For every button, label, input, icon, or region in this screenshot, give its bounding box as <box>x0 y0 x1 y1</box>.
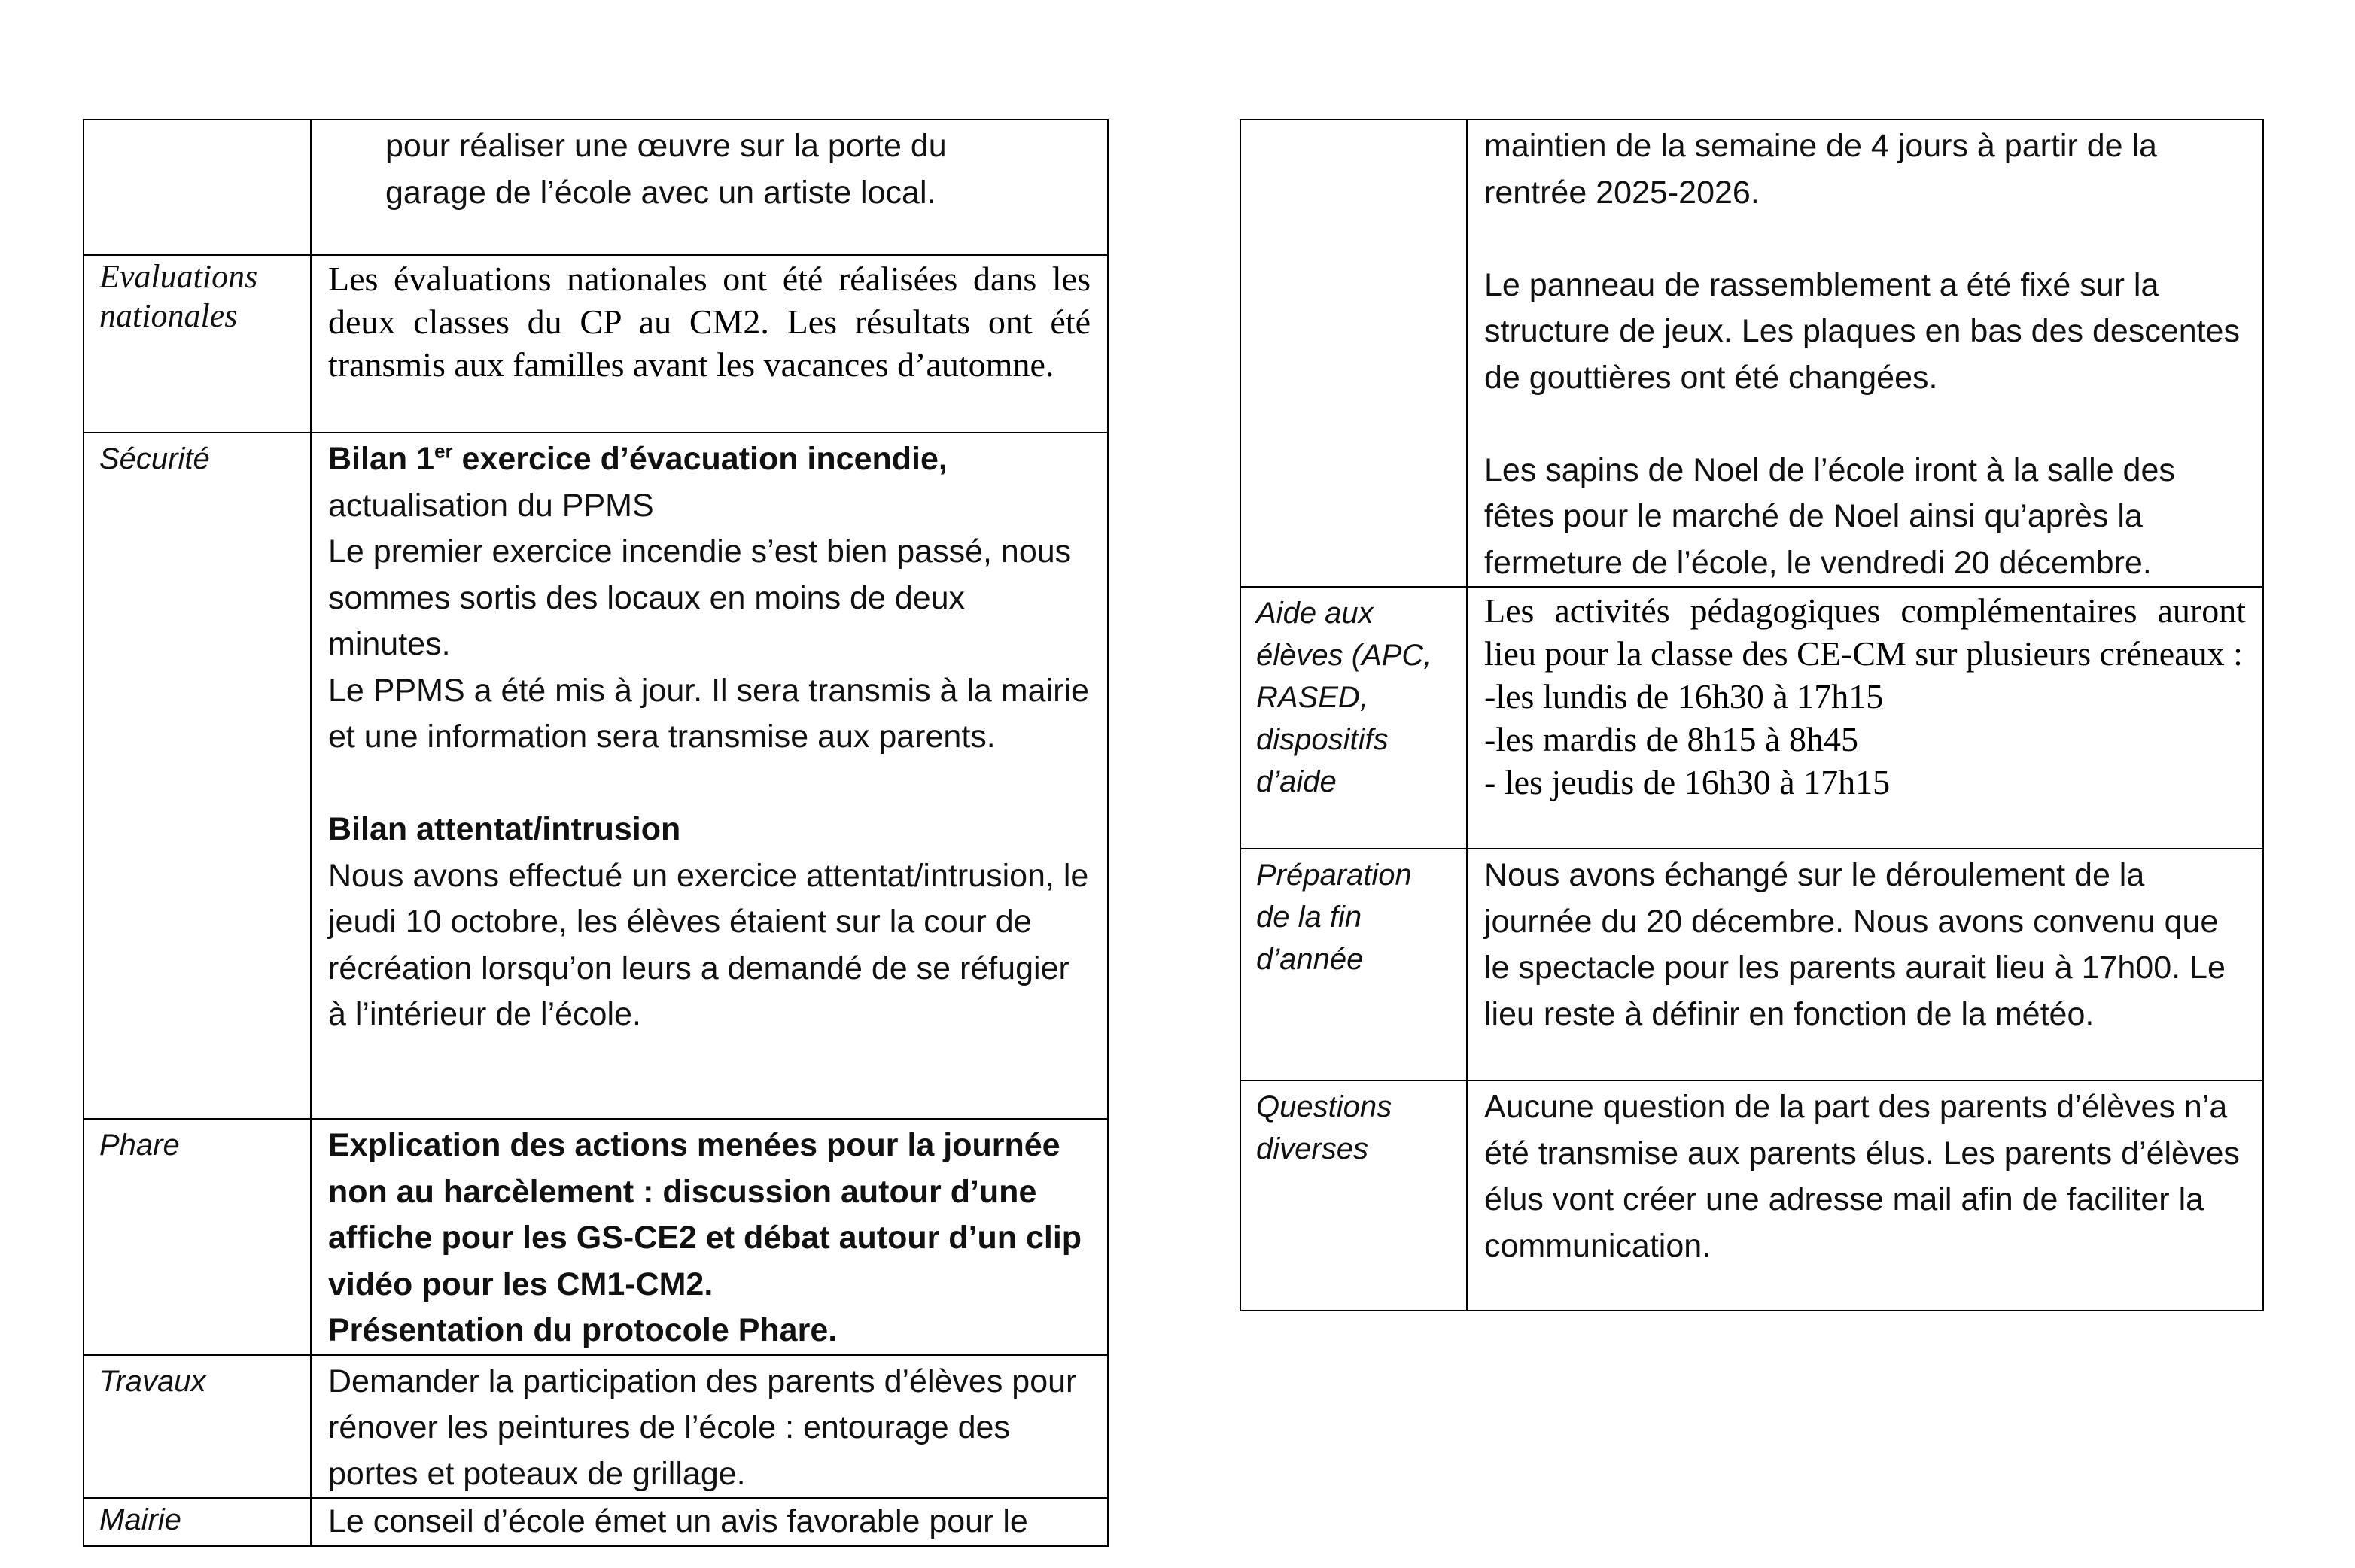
row-label-cell <box>84 120 311 255</box>
section-heading-tail: actualisation du PPMS <box>328 487 654 524</box>
row-content-cell <box>311 433 1108 1119</box>
list-item: - les jeudis de 16h30 à 17h15 <box>1484 763 1891 801</box>
table-row <box>84 433 1108 1119</box>
paragraph: Les activités pédagogiques complémentaires auront lieu pour la classe des CE-CM sur plusieurs créneaux : <box>1484 591 2246 673</box>
table-row <box>84 1355 1108 1499</box>
content-line: pour réaliser une œuvre sur la porte du <box>385 128 947 164</box>
section-heading: Bilan 1er exercice d’évacuation incendie, <box>328 439 948 477</box>
row-label <box>84 120 310 125</box>
row-label-cell <box>1240 120 1467 587</box>
row-content-cell <box>311 1498 1108 1546</box>
right-table <box>1240 119 2264 1311</box>
row-content-cell <box>1467 1080 2263 1311</box>
row-label: Evaluations nationales <box>99 258 258 334</box>
row-label: Travaux <box>99 1364 206 1398</box>
table-row <box>84 120 1108 255</box>
row-label-cell <box>1240 1080 1467 1311</box>
table-row <box>1240 849 2263 1080</box>
list-item: -les lundis de 16h30 à 17h15 <box>1484 677 1884 716</box>
row-content-cell <box>1467 120 2263 587</box>
row-label-cell <box>84 1498 311 1546</box>
row-label-cell <box>84 1119 311 1355</box>
paragraph: Le premier exercice incendie s’est bien passé, nous sommes sortis des locaux en moins de deux minutes. <box>328 533 1072 662</box>
row-content-cell <box>311 120 1108 255</box>
row-label-cell <box>84 255 311 433</box>
table-row <box>1240 587 2263 849</box>
row-content-cell <box>1467 849 2263 1080</box>
row-label: Phare <box>99 1129 180 1162</box>
row-label-cell <box>84 433 311 1119</box>
table-row <box>1240 120 2263 587</box>
row-content-cell <box>311 1355 1108 1499</box>
paragraph: Demander la participation des parents d’élèves pour rénover les peintures de l’école : entourage des portes et poteaux de grillage. <box>328 1363 1077 1492</box>
paragraph: Le panneau de rassemblement a été fixé sur la structure de jeux. Les plaques en bas des descentes de gouttières ont été changées. <box>1484 266 2240 396</box>
paragraph: maintien de la semaine de 4 jours à partir de la rentrée 2025-2026. <box>1484 128 2157 211</box>
row-label: Préparation de la fin d’année <box>1256 858 1412 976</box>
row-label: Sécurité <box>99 442 210 476</box>
row-content-cell <box>311 255 1108 433</box>
paragraph: Nous avons effectué un exercice attentat/intrusion, le jeudi 10 octobre, les élèves étaient sur la cour de récréation lorsqu’on leurs a demandé de se réfugier à l’intérieur de l’école. <box>328 857 1089 1032</box>
row-label-cell <box>1240 849 1467 1080</box>
row-label <box>1241 120 1466 125</box>
content-text: Les évaluations nationales ont été réalisées dans les deux classes du CP au CM2. Les résultats ont été transmis aux familles avant les vacances d’automne. <box>328 260 1091 384</box>
row-label-cell <box>1240 587 1467 849</box>
row-content-cell <box>311 1119 1108 1355</box>
paragraph: Explication des actions menées pour la journée non au harcèlement : discussion autour d’une affiche pour les GS-CE2 et débat autour d’un clip vidéo pour les CM1-CM2. <box>328 1127 1082 1302</box>
paragraph: Les sapins de Noel de l’école iront à la salle des fêtes pour le marché de Noel ainsi qu’après la fermeture de l’école, le vendredi 20 décembre. <box>1484 451 2175 581</box>
paragraph: Nous avons échangé sur le déroulement de la journée du 20 décembre. Nous avons convenu que le spectacle pour les parents aurait lieu à 17h00. Le lieu reste à définir en fonction de la météo. <box>1484 857 2226 1032</box>
row-content-cell <box>1467 587 2263 849</box>
row-label: Questions diverses <box>1256 1090 1392 1165</box>
section-heading: Bilan attentat/intrusion <box>328 811 681 847</box>
table-row <box>84 255 1108 433</box>
paragraph: Le conseil d’école émet un avis favorable pour le <box>328 1503 1028 1539</box>
paragraph: Aucune question de la part des parents d’élèves n’a été transmise aux parents élus. Les parents d’élèves élus vont créer une adresse mail afin de faciliter la communication. <box>1484 1089 2240 1264</box>
left-table <box>83 119 1109 1547</box>
content-line: garage de l’école avec un artiste local. <box>385 174 936 211</box>
row-label: Aide aux élèves (APC, RASED, dispositifs d’aide <box>1256 597 1432 798</box>
table-row <box>84 1498 1108 1546</box>
row-label: Mairie <box>99 1503 181 1536</box>
row-label-cell <box>84 1355 311 1499</box>
table-row <box>1240 1080 2263 1311</box>
paragraph: Le PPMS a été mis à jour. Il sera transmis à la mairie et une information sera transmise aux parents. <box>328 672 1089 755</box>
paragraph: Présentation du protocole Phare. <box>328 1312 838 1348</box>
list-item: -les mardis de 8h15 à 8h45 <box>1484 720 1858 758</box>
table-row <box>84 1119 1108 1355</box>
